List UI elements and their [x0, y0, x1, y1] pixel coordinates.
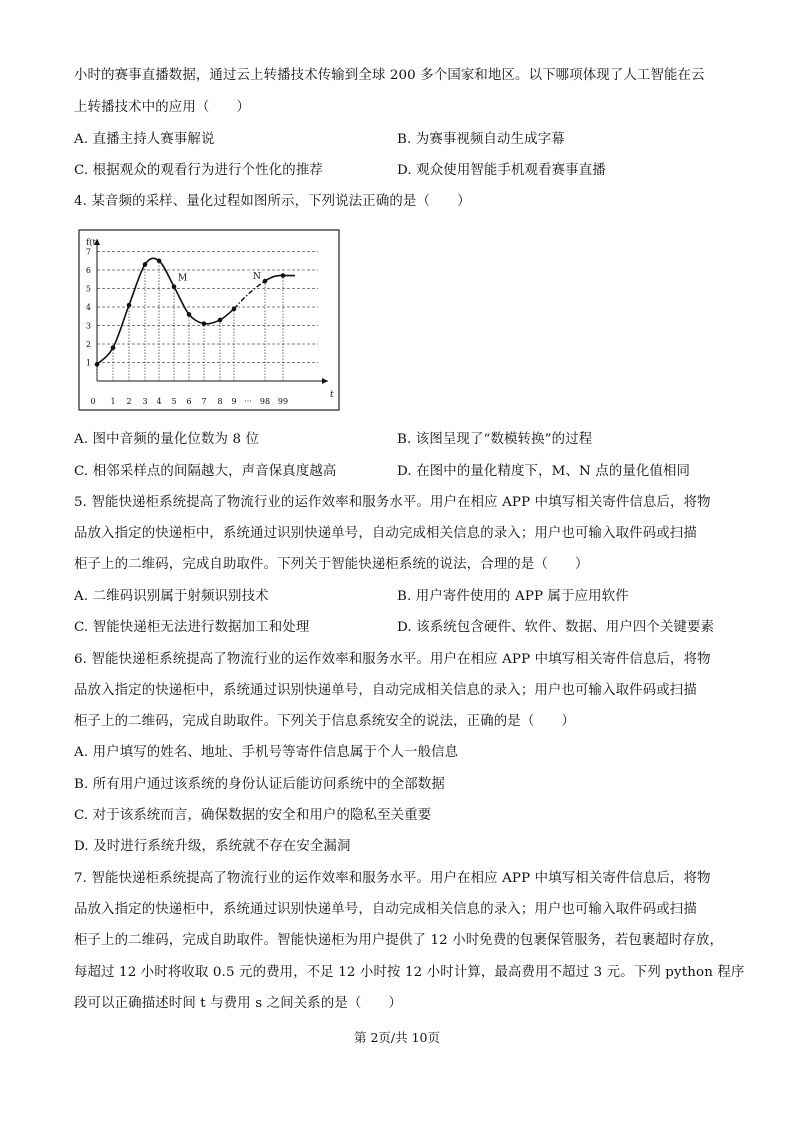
y-tick-label: 3 [85, 321, 91, 331]
q3-option-d: D. 观众使用智能手机观看赛事直播 [397, 163, 606, 178]
sample-point [127, 303, 132, 308]
y-tick-label: 6 [85, 266, 91, 275]
signal-curve-tail [265, 275, 295, 281]
point-label-n: N [253, 272, 261, 283]
q3-stem-line-2: 上转播技术中的应用（ ） [74, 100, 251, 115]
sampling-quantization-figure [78, 229, 340, 411]
sample-point [157, 258, 162, 263]
sample-point [263, 279, 268, 284]
x-tick-label: 4 [156, 397, 162, 406]
q6-stem-line-1: 6. 智能快递柜系统提高了物流行业的运作效率和服务水平。用户在相应 APP 中填写相关寄件信息后，将物 [74, 652, 711, 667]
q4-stem: 4. 某音频的采样、量化过程如图所示，下列说法正确的是（ ） [74, 194, 471, 209]
x-tick-label: 8 [217, 397, 223, 406]
q7-stem-line-5: 段可以正确描述时间 t 与费用 s 之间关系的是（ ） [74, 996, 403, 1011]
q6-option-b: B. 所有用户通过该系统的身份认证后能访问系统中的全部数据 [74, 777, 445, 792]
q6-option-d: D. 及时进行系统升级，系统就不存在安全漏洞 [74, 839, 351, 854]
x-tick-label: 2 [126, 397, 132, 406]
q7-stem-line-3: 柜子上的二维码，完成自助取件。智能快递柜为用户提供了 12 小时免费的包裹保管服务，若包裹超时存放， [74, 933, 724, 948]
q6-option-c: C. 对于该系统而言，确保数据的安全和用户的隐私至关重要 [74, 808, 432, 823]
q4-option-d: D. 在图中的量化精度下，M、N 点的量化值相同 [397, 464, 691, 479]
q5-option-a: A. 二维码识别属于射频识别技术 [74, 589, 269, 604]
sample-point [143, 262, 148, 267]
signal-curve [97, 258, 234, 364]
q5-stem-line-2: 品放入指定的快递柜中，系统通过识别快递单号，自动完成相关信息的录入；用户也可输入取件码或扫描 [74, 526, 697, 541]
y-tick-label: 5 [85, 284, 91, 294]
x-tick-label: 9 [231, 397, 237, 406]
x-tick-label: 99 [277, 397, 289, 406]
q6-stem-line-2: 品放入指定的快递柜中，系统通过识别快递单号，自动完成相关信息的录入；用户也可输入取件码或扫描 [74, 683, 697, 698]
figure-border [79, 230, 339, 410]
point-label-m: M [178, 273, 188, 284]
q3-option-b: B. 为赛事视频自动生成字幕 [397, 132, 565, 147]
x-axis-label: t [330, 390, 334, 400]
q5-option-c: C. 智能快递柜无法进行数据加工和处理 [74, 620, 310, 635]
q3-stem-line-1: 小时的赛事直播数据，通过云上转播技术传输到全球 200 多个国家和地区。以下哪项体现了人工智能在云 [74, 68, 705, 83]
sample-point [232, 307, 237, 312]
sample-point [202, 321, 207, 326]
x-tick-label: 5 [171, 397, 177, 406]
signal-curve-gap [234, 281, 265, 309]
q3-option-a: A. 直播主持人赛事解说 [74, 132, 215, 147]
q7-stem-line-4: 每超过 12 小时将收取 0.5 元的费用，不足 12 小时按 12 小时计算，最高费用不超过 3 元。下列 python 程序 [74, 965, 745, 980]
x-tick-label: 98 [259, 397, 271, 406]
q6-option-a: A. 用户填写的姓名、地址、手机号等寄件信息属于个人一般信息 [74, 745, 459, 760]
q7-stem-line-1: 7. 智能快递柜系统提高了物流行业的运作效率和服务水平。用户在相应 APP 中填写相关寄件信息后，将物 [74, 871, 711, 886]
x-tick-label: ··· [244, 397, 252, 406]
x-tick-label: 1 [110, 397, 116, 406]
sampling-chart [78, 229, 340, 411]
q4-option-b: B. 该图呈现了“数模转换”的过程 [397, 432, 593, 447]
q6-stem-line-3: 柜子上的二维码，完成自助取件。下列关于信息系统安全的说法，正确的是（ ） [74, 714, 576, 729]
x-tick-label: 7 [201, 397, 207, 406]
sample-point [281, 273, 286, 278]
q4-option-a: A. 图中音频的量化位数为 8 位 [74, 432, 260, 447]
x-tick-label: 6 [186, 397, 192, 406]
sample-point [172, 284, 177, 289]
y-tick-label: 4 [85, 303, 91, 312]
x-tick-label: 0 [90, 397, 96, 406]
q4-option-c: C. 相邻采样点的间隔越大，声音保真度越高 [74, 464, 337, 479]
x-axis-arrow [322, 378, 328, 384]
y-tick-label: 1 [85, 358, 91, 368]
y-tick-label: 2 [85, 340, 91, 349]
q3-option-c: C. 根据观众的观看行为进行个性化的推荐 [74, 163, 323, 178]
q5-stem-line-3: 柜子上的二维码，完成自助取件。下列关于智能快递柜系统的说法，合理的是（ ） [74, 557, 589, 572]
page-footer: 第 2页/共 10页 [353, 1030, 441, 1045]
sample-point [187, 312, 192, 317]
q7-stem-line-2: 品放入指定的快递柜中，系统通过识别快递单号，自动完成相关信息的录入；用户也可输入取件码或扫描 [74, 902, 697, 917]
y-axis-label: f(t) [86, 238, 100, 248]
sample-point [218, 318, 223, 323]
q5-option-d: D. 该系统包含硬件、软件、数据、用户四个关键要素 [397, 620, 715, 635]
x-tick-label: 3 [142, 397, 148, 406]
sample-point [95, 362, 100, 367]
sample-point [111, 345, 116, 350]
q5-stem-line-1: 5. 智能快递柜系统提高了物流行业的运作效率和服务水平。用户在相应 APP 中填写相关寄件信息后，将物 [74, 495, 711, 510]
q5-option-b: B. 用户寄件使用的 APP 属于应用软件 [397, 589, 629, 604]
y-tick-label: 7 [85, 247, 91, 257]
